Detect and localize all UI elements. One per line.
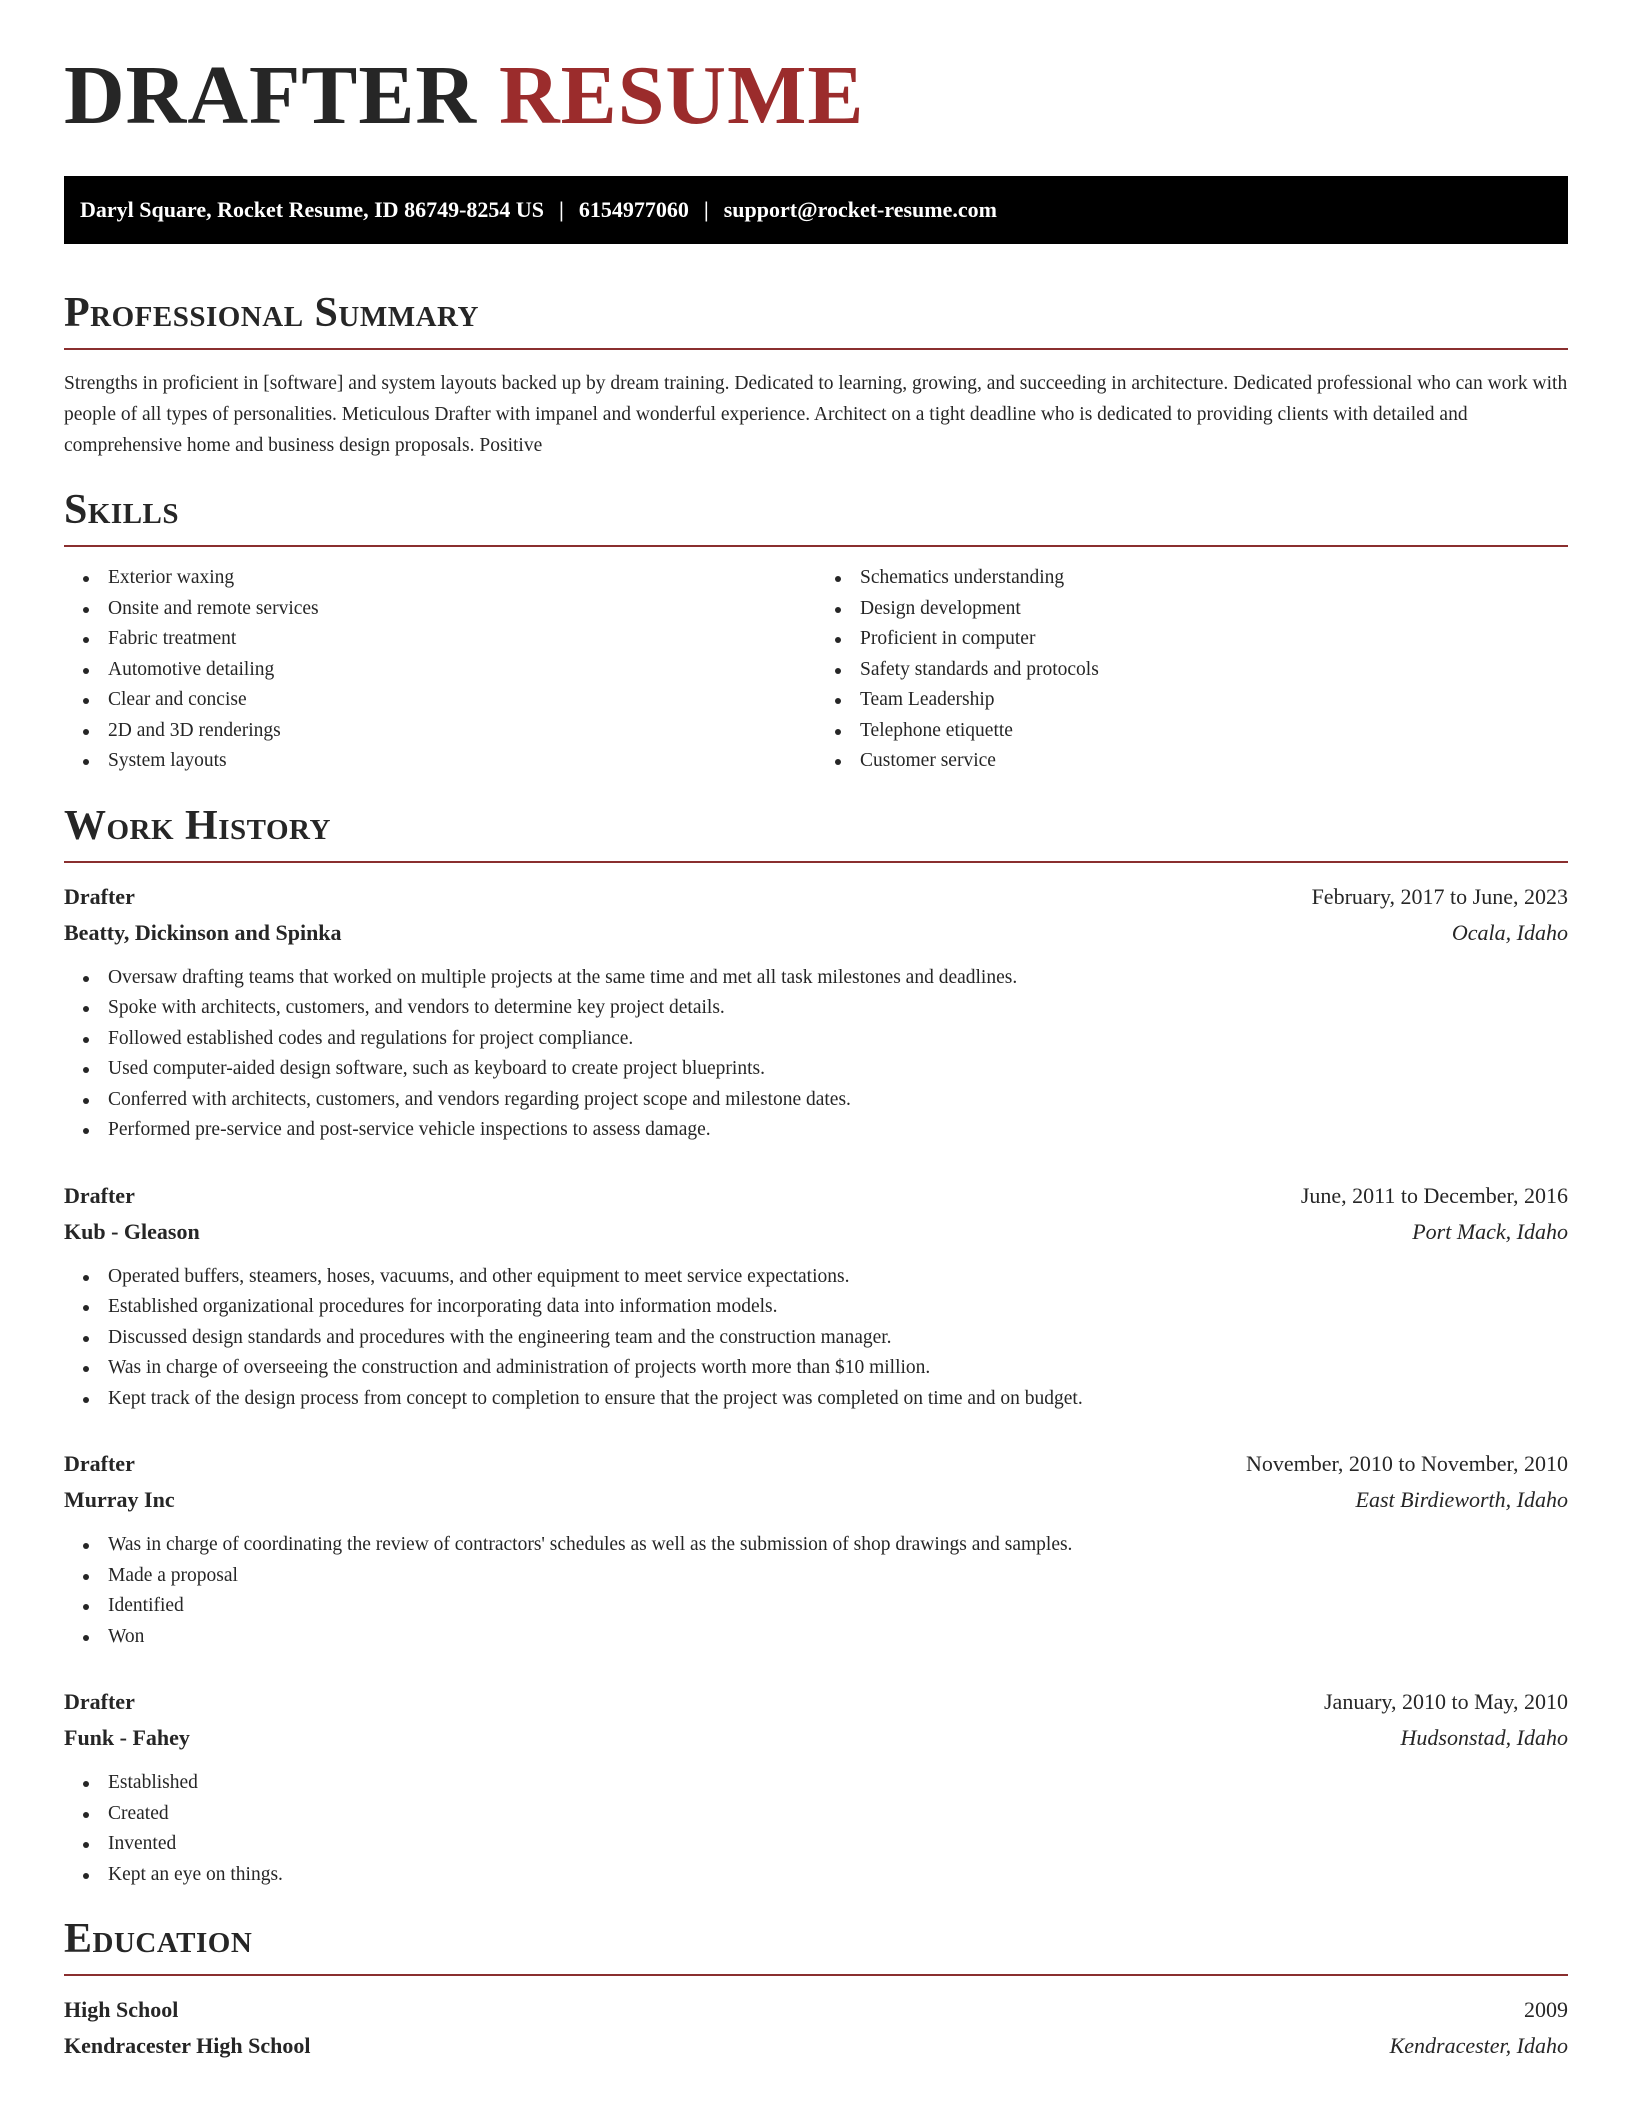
summary-divider: [64, 348, 1568, 350]
job-entry: [64, 1684, 1568, 1890]
skills-column-left: [64, 563, 816, 777]
education-location: Kendracester, Idaho: [1389, 2033, 1568, 2058]
title-second-word: RESUME: [499, 49, 865, 142]
job-company: Murray Inc: [64, 1487, 175, 1512]
job-duty-item: Used computer-aided design software, such as keyboard to create project blueprints.: [64, 1054, 1568, 1085]
job-duties-list: [64, 1530, 1568, 1652]
job-duty-item: Followed established codes and regulations for project compliance.: [64, 1024, 1568, 1055]
resume-title: [64, 49, 1568, 148]
job-duty-item: Kept track of the design process from concept to completion to ensure that the project was completed on time and on budget.: [64, 1384, 1568, 1415]
work-history-section: [64, 802, 1568, 1891]
skills-section: [64, 489, 1568, 777]
education-school: Kendracester High School: [64, 2033, 311, 2058]
job-duty-item: Won: [64, 1622, 1568, 1653]
job-header-row: [64, 1178, 1568, 1214]
skill-item: Schematics understanding: [816, 563, 1568, 594]
education-section: [64, 1918, 1568, 2064]
education-entry: [64, 1992, 1568, 2064]
job-header-row: [64, 1446, 1568, 1482]
skill-item: Onsite and remote services: [64, 594, 816, 625]
job-company-row: [64, 1214, 1568, 1250]
skill-item: Automotive detailing: [64, 655, 816, 686]
skill-item: Design development: [816, 594, 1568, 625]
job-entry: [64, 1178, 1568, 1415]
job-duties-list: [64, 1262, 1568, 1415]
job-company: Funk - Fahey: [64, 1725, 190, 1750]
summary-heading: Professional Summary: [64, 290, 479, 336]
skill-item: Customer service: [816, 746, 1568, 777]
skill-item: Telephone etiquette: [816, 716, 1568, 747]
job-duty-item: Identified: [64, 1591, 1568, 1622]
skills-list-left: [64, 563, 816, 777]
contact-bar: [64, 176, 1568, 244]
job-title: Drafter: [64, 1182, 135, 1208]
job-duty-item: Established: [64, 1768, 1568, 1799]
job-company: Kub - Gleason: [64, 1218, 200, 1244]
job-company-row: [64, 1482, 1568, 1518]
job-dates: January, 2010 to May, 2010: [1324, 1689, 1568, 1714]
job-duty-item: Created: [64, 1799, 1568, 1830]
skill-item: Exterior waxing: [64, 563, 816, 594]
skill-item: Team Leadership: [816, 685, 1568, 716]
job-duty-item: Performed pre-service and post-service vehicle inspections to assess damage.: [64, 1115, 1568, 1146]
job-duty-item: Established organizational procedures for incorporating data into information models.: [64, 1292, 1568, 1323]
job-location: East Birdieworth, Idaho: [1355, 1487, 1568, 1512]
job-entry: [64, 879, 1568, 1146]
job-dates: June, 2011 to December, 2016: [1300, 1182, 1568, 1208]
job-company-row: [64, 1720, 1568, 1756]
job-title: Drafter: [64, 1689, 135, 1714]
job-duties-list: [64, 963, 1568, 1146]
skills-divider: [64, 545, 1568, 547]
job-duties-list: [64, 1768, 1568, 1890]
job-duty-item: Was in charge of overseeing the construction and administration of projects worth more than $10 million.: [64, 1353, 1568, 1384]
contact-address: Daryl Square, Rocket Resume, ID 86749-8254 US: [80, 197, 545, 222]
job-header-row: [64, 1684, 1568, 1720]
contact-email: support@rocket-resume.com: [723, 197, 997, 222]
job-duty-item: Invented: [64, 1829, 1568, 1860]
title-first-word: DRAFTER: [64, 49, 478, 142]
skills-list-right: [816, 563, 1568, 777]
education-school-row: [64, 2028, 1568, 2064]
education-header-row: [64, 1992, 1568, 2028]
contact-separator: |: [559, 197, 564, 222]
skill-item: Safety standards and protocols: [816, 655, 1568, 686]
job-duty-item: Kept an eye on things.: [64, 1860, 1568, 1891]
work-history-heading: Work History: [64, 802, 331, 849]
skills-column-right: [816, 563, 1568, 777]
job-title: Drafter: [64, 883, 135, 909]
job-header-row: [64, 879, 1568, 915]
job-dates: February, 2017 to June, 2023: [1311, 883, 1568, 909]
job-company-row: [64, 915, 1568, 951]
job-location: Ocala, Idaho: [1451, 919, 1568, 945]
education-divider: [64, 1974, 1568, 1976]
job-dates: November, 2010 to November, 2010: [1245, 1451, 1568, 1476]
job-duty-item: Made a proposal: [64, 1561, 1568, 1592]
job-duty-item: Spoke with architects, customers, and vendors to determine key project details.: [64, 993, 1568, 1024]
job-duty-item: Discussed design standards and procedures with the engineering team and the construction manager.: [64, 1323, 1568, 1354]
contact-phone: 6154977060: [578, 197, 689, 222]
skills-grid: [64, 563, 1568, 777]
job-duty-item: Conferred with architects, customers, and vendors regarding project scope and milestone dates.: [64, 1085, 1568, 1116]
summary-section: [64, 292, 1568, 461]
job-duty-item: Operated buffers, steamers, hoses, vacuums, and other equipment to meet service expectations.: [64, 1262, 1568, 1293]
education-heading: Education: [64, 1916, 253, 1962]
skills-heading: Skills: [64, 487, 180, 533]
job-entry: [64, 1446, 1568, 1652]
education-year: 2009: [1524, 1997, 1568, 2022]
job-duty-item: Oversaw drafting teams that worked on multiple projects at the same time and met all task milestones and deadlines.: [64, 963, 1568, 994]
job-title: Drafter: [64, 1451, 135, 1476]
contact-separator: |: [703, 197, 709, 222]
job-location: Port Mack, Idaho: [1412, 1218, 1568, 1244]
skill-item: System layouts: [64, 746, 816, 777]
job-location: Hudsonstad, Idaho: [1400, 1725, 1568, 1750]
skill-item: Fabric treatment: [64, 624, 816, 655]
summary-text: Strengths in proficient in [software] and system layouts backed up by dream training. Dedicated to learning, growing, and succeeding in architecture. Dedicated professional who can work with people of all types of personalities. Meticulous Drafter with impanel and wonderful experience. Architect on a tight deadline who is dedicated to providing clients with detailed and comprehensive home and business design proposals. Positive: [64, 373, 1568, 456]
job-duty-item: Was in charge of coordinating the review of contractors' schedules as well as the submission of shop drawings and samples.: [64, 1530, 1568, 1561]
skill-item: 2D and 3D renderings: [64, 716, 816, 747]
work-history-divider: [64, 861, 1568, 863]
education-degree: High School: [64, 1997, 179, 2022]
skill-item: Proficient in computer: [816, 624, 1568, 655]
job-company: Beatty, Dickinson and Spinka: [64, 919, 342, 945]
skill-item: Clear and concise: [64, 685, 816, 716]
